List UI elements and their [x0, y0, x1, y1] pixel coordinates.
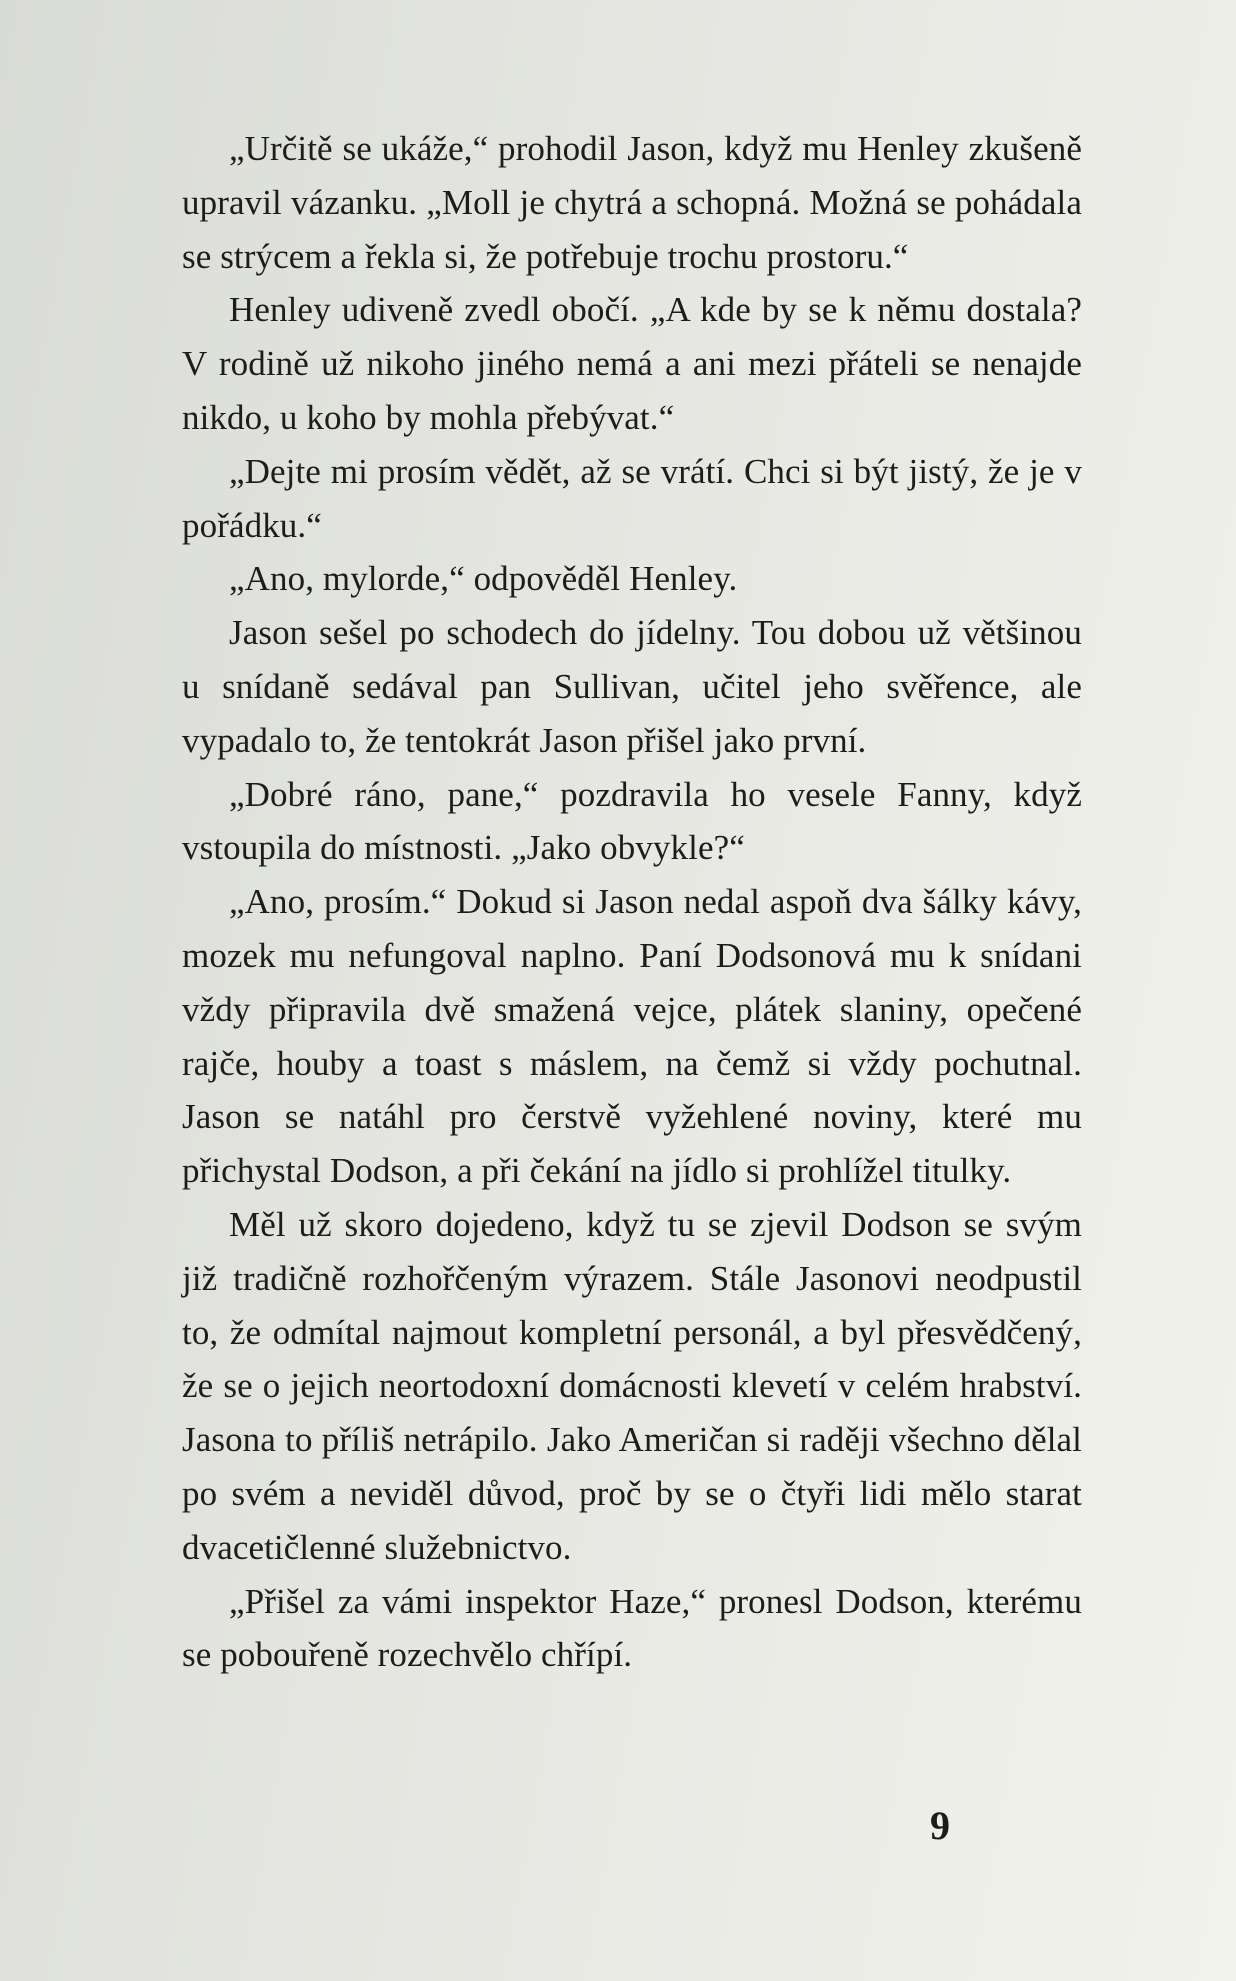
paragraph: „Ano, mylorde,“ odpověděl Henley.	[229, 559, 738, 599]
paragraph: „Dobré ráno, pane,“ pozdravila ho vesele Fanny, když vstoupila do místnosti. „Jako obvykle?“	[182, 774, 1082, 868]
paragraph: Měl už skoro dojedeno, když tu se zjevil Dodson se svým již tradičně rozhořčeným výrazem. Stále Jasonovi neodpustil to, že odmítal najmout kompletní personál, a byl přesvědčený, že se o jejich neortodoxní domácnosti klevetí v celém hrabství. Jasona to příliš netrápilo. Jako Američan si raději všechno dělal po svém a neviděl důvod, proč by se o čtyři lidi mělo starat dvacetičlenné služebnictvo.	[182, 1204, 1082, 1567]
page-number: 9	[930, 1803, 950, 1848]
paragraph: „Přišel za vámi inspektor Haze,“ pronesl Dodson, kterému se pobouřeně rozechvělo chřípí.	[182, 1581, 1082, 1675]
paragraph: „Určitě se ukáže,“ prohodil Jason, když mu Henley zkušeně upravil vázanku. „Moll je chytrá a schopná. Možná se pohádala se strýcem a řekla si, že potřebuje trochu prostoru.“	[182, 129, 1082, 276]
paragraph: „Dejte mi prosím vědět, až se vrátí. Chci si být jistý, že je v pořádku.“	[182, 451, 1082, 545]
paragraph: „Ano, prosím.“ Dokud si Jason nedal aspoň dva šálky kávy, mozek mu nefungoval naplno. Paní Dodsonová mu k snídani vždy připravila dvě smažená vejce, plátek slaniny, opečené rajče, houby a toast s máslem, na čemž si vždy pochutnal. Jason se natáhl pro čerstvě vyžehlené noviny, které mu přichystal Dodson, a při čekání na jídlo si prohlížel titulky.	[182, 882, 1082, 1191]
body-text	[182, 122, 1082, 1682]
paragraph: Henley udiveně zvedl obočí. „A kde by se k němu dostala? V rodině už nikoho jiného nemá a ani mezi přáteli se nenajde nikdo, u koho by mohla přebývat.“	[182, 290, 1082, 437]
paragraph: Jason sešel po schodech do jídelny. Tou dobou už většinou u snídaně sedával pan Sullivan, učitel jeho svěřence, ale vypadalo to, že tentokrát Jason přišel jako první.	[182, 613, 1082, 760]
